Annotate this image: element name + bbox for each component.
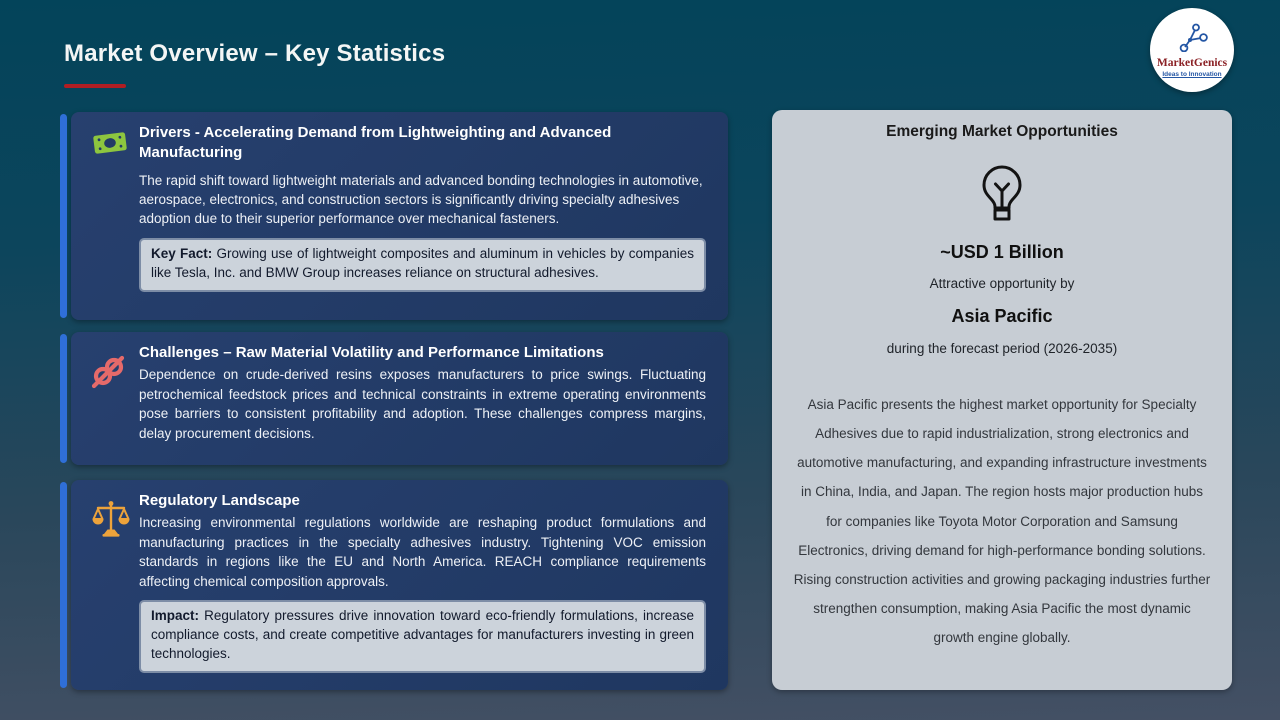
marketgenics-logo [1150,8,1234,92]
opportunity-region: Asia Pacific [951,306,1053,326]
card-title: Regulatory Landscape [139,492,300,509]
money-icon [90,127,130,164]
molecule-icon [1175,22,1209,57]
scales-icon [90,498,132,545]
card-body: Increasing environmental regulations worldwide are reshaping product formulations and manufacturing practices in the specialty adhesives industry. Tightening VOC emission standards in regions like the EU and North America. REACH compliance requirements affecting chemical composition approvals. [139,515,706,589]
card-body: Dependence on crude-derived resins exposes manufacturers to price swings. Fluctuating petrochemical feedstock prices and technical constraints in extreme operating environments pose barriers to consistent profitability and adoption. These challenges compress margins, delay procurement decisions. [139,367,706,441]
card-drivers [71,112,728,320]
card-title: Challenges – Raw Material Volatility and Performance Limitations [139,344,604,361]
card-body: The rapid shift toward lightweight materials and advanced bonding technologies in automotive, aerospace, electronics, and construction sectors is significantly driving specialty adhesives adoption due to their superior performance over mechanical fasteners. [139,172,703,227]
impact-box [139,600,706,673]
page-title: Market Overview – Key Statistics [64,40,446,67]
callout-text: Growing use of lightweight composites and aluminum in vehicles by companies like Tesla, Inc. and BMW Group increases reliance on structural adhesives. [151,245,694,280]
forecast-period: during the forecast period (2026-2035) [886,341,1118,356]
opportunity-panel [772,110,1232,690]
callout-label: Key Fact: [151,245,213,261]
callout-label: Impact: [151,608,200,623]
logo-brand-text: MarketGenics [1156,57,1228,70]
title-underline [64,84,126,88]
opportunity-description: Asia Pacific presents the highest market opportunity for Specialty Adhesives due to rapid industrialization, strong electronics and automotive manufacturing, and expanding infrastructure investments in China, India, and Japan. The region hosts major production hubs for companies like Toyota Motor Corporation and Samsung Electronics, driving demand for high-performance bonding solutions. Rising construction activities and growing packaging industries further strengthen consumption, making Asia Pacific the most dynamic growth engine globally. [793,397,1211,646]
opportunity-value: ~USD 1 Billion [940,242,1064,262]
callout-text: Regulatory pressures drive innovation toward eco-friendly formulations, increase compliance costs, and create competitive advantages for manufacturers investing in green technologies. [151,608,694,661]
broken-link-icon [90,354,126,395]
panel-title: Emerging Market Opportunities [886,123,1118,140]
opportunity-subtitle: Attractive opportunity by [929,276,1075,291]
key-fact-box [139,238,706,292]
logo-tagline: Ideas to Innovation [1162,70,1222,78]
card-challenges [71,332,728,465]
card-regulatory [71,480,728,690]
lightbulb-icon [976,163,1028,234]
card-title: Drivers - Accelerating Demand from Lightweighting and Advanced Manufacturing [139,124,612,162]
